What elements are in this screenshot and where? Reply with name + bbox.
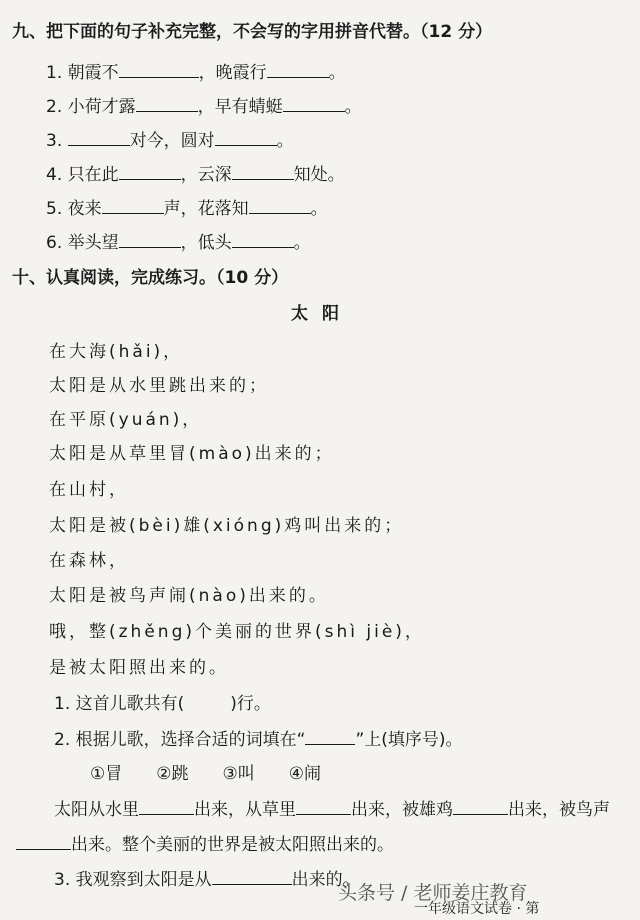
fill-item-6: [46, 230, 311, 255]
answer-blank[interactable]: [232, 162, 294, 180]
item-text: 夜来: [67, 199, 102, 219]
poem-title: 太阳: [291, 304, 353, 324]
answer-blank[interactable]: [119, 162, 181, 180]
answer-blank[interactable]: [267, 60, 329, 78]
item-text: 知处。: [293, 165, 345, 185]
item-text: 朝霞不: [67, 63, 119, 83]
item-text: ，低头: [180, 233, 232, 253]
item-number: 3.: [46, 131, 63, 151]
answer-blank[interactable]: [136, 94, 198, 112]
poem-line: 太阳是从草里冒(mào)出来的；: [49, 444, 335, 464]
fill-sentence-2: [16, 832, 394, 857]
answer-blank[interactable]: [102, 196, 164, 214]
poem-line: 在大海(hǎi)，: [49, 342, 184, 362]
poem-line: 是被太阳照出来的。: [49, 658, 229, 678]
item-text: ，云深: [180, 165, 232, 185]
item-text: 。: [310, 199, 328, 219]
blank-sample: [305, 727, 355, 745]
item-number: 1.: [46, 63, 63, 83]
item-number: 5.: [46, 199, 63, 219]
fill-text: 出来，被雄鸡: [351, 800, 453, 820]
item-text: ，早有蜻蜓: [197, 97, 283, 117]
answer-blank[interactable]: [119, 230, 181, 248]
question-1: [54, 692, 271, 716]
poem-line: 在山村，: [49, 480, 129, 500]
fill-item-1: [46, 60, 346, 85]
question-text: 1. 这首儿歌共有(: [54, 694, 185, 714]
item-text: ，晚霞行: [198, 63, 267, 83]
fill-item-3: [46, 128, 294, 153]
fill-item-4: [46, 162, 345, 187]
fill-text: 出来，被鸟声: [508, 800, 610, 820]
fill-text: 太阳从水里: [54, 800, 139, 820]
poem-line: 在平原(yuán)，: [49, 410, 203, 430]
answer-blank[interactable]: [68, 128, 130, 146]
answer-blank[interactable]: [16, 832, 71, 850]
fill-item-2: [46, 94, 362, 119]
question-3: [54, 867, 360, 892]
item-number: 4.: [46, 165, 63, 185]
poem-line: 在森林，: [49, 551, 129, 571]
poem-line: 太阳是被鸟声闹(nào)出来的。: [49, 586, 329, 606]
word-options: ①冒 ②跳 ③叫 ④闹: [90, 764, 321, 784]
item-text: 。: [276, 131, 294, 151]
item-text: 。: [293, 233, 311, 253]
item-text: 只在此: [67, 165, 119, 185]
fill-item-5: [46, 196, 328, 221]
fill-sentence-1: [54, 797, 610, 822]
question-text: 出来的。: [291, 870, 360, 890]
question-text: )行。: [230, 694, 271, 714]
answer-blank[interactable]: [232, 230, 294, 248]
answer-blank[interactable]: [249, 196, 311, 214]
item-number: 2.: [46, 97, 63, 117]
item-text: 小荷才露: [67, 97, 136, 117]
answer-blank[interactable]: [453, 797, 508, 815]
answer-blank[interactable]: [283, 94, 345, 112]
answer-blank[interactable]: [139, 797, 194, 815]
poem-line: 哦，整(zhěng)个美丽的世界(shì jiè)，: [49, 622, 425, 642]
item-number: 6.: [46, 233, 63, 253]
item-text: 举头望: [67, 233, 119, 253]
fill-text: 出来。整个美丽的世界是被太阳照出来的。: [71, 835, 394, 855]
item-text: 声，花落知: [163, 199, 249, 219]
page-footer: 一年级语文试卷 · 第: [414, 901, 540, 917]
section10-heading: 十、认真阅读，完成练习。（10 分）: [12, 268, 289, 288]
answer-blank[interactable]: [119, 60, 199, 78]
poem-line: 太阳是从水里跳出来的；: [49, 376, 269, 396]
watermark-text: 头条号 / 老师姜庄教育: [338, 882, 528, 904]
section9-heading: 九、把下面的句子补充完整，不会写的字用拼音代替。（12 分）: [12, 22, 493, 42]
item-text: 。: [328, 63, 346, 83]
question-text: 3. 我观察到太阳是从: [54, 870, 212, 890]
question-2: [54, 727, 463, 752]
fill-text: 出来，从草里: [194, 800, 296, 820]
item-text: 。: [344, 97, 362, 117]
question-text: ”上(填序号)。: [355, 730, 463, 750]
question-text: 2. 根据儿歌，选择合适的词填在“: [54, 730, 306, 750]
poem-line: 太阳是被(bèi)雄(xióng)鸡叫出来的；: [49, 516, 405, 536]
answer-blank[interactable]: [215, 128, 277, 146]
item-text: 对今，圆对: [129, 131, 215, 151]
answer-blank[interactable]: [212, 867, 292, 885]
answer-blank[interactable]: [296, 797, 351, 815]
